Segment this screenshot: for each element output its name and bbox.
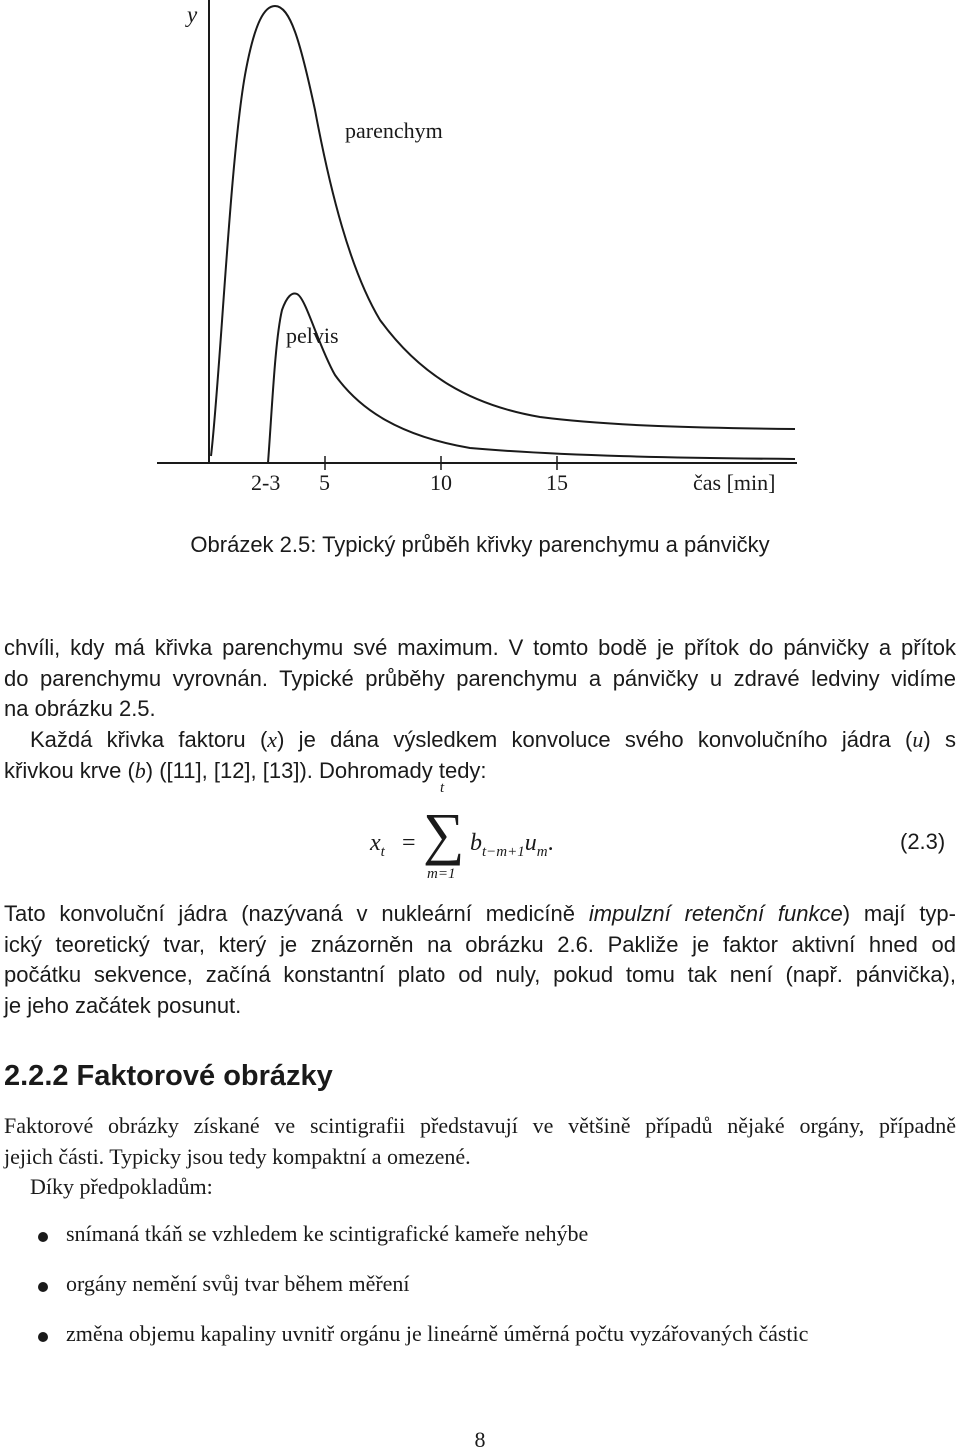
paragraph-line: je jeho začátek posunut. bbox=[4, 992, 242, 1018]
text-segment: ) je dána výsledkem konvoluce svého konvolučního jádra ( bbox=[277, 727, 913, 752]
page-number: 8 bbox=[474, 1427, 486, 1452]
list-item-text: orgány nemění svůj tvar během měření bbox=[66, 1271, 410, 1296]
paragraph-line: jejich části. Typicky jsou tedy kompaktní a omezené. bbox=[4, 1143, 471, 1169]
eq-term1-sub: t−m+1 bbox=[482, 843, 525, 860]
text-segment: ) mají typ- bbox=[842, 901, 956, 926]
text-segment: Tato konvoluční jádra (nazývaná v nukleární medicíně bbox=[4, 901, 589, 926]
eq-sum-upper: t bbox=[440, 780, 445, 796]
text-segment: křivkou krve ( bbox=[4, 757, 135, 783]
curve-plot bbox=[0, 0, 960, 510]
bullet-icon bbox=[38, 1232, 48, 1242]
math-var-b: b bbox=[134, 757, 146, 783]
bullet-icon bbox=[38, 1332, 48, 1342]
tick-label-2-3: 2-3 bbox=[251, 470, 281, 495]
text-segment: Každá křivka faktoru ( bbox=[30, 727, 268, 752]
paragraph-factor-images bbox=[4, 1111, 956, 1203]
eq-term2-var: u bbox=[524, 830, 537, 856]
paragraph-line: počátku sekvence, začíná konstantní plato od nuly, pokud tomu tak není (např. pánvička), bbox=[4, 962, 956, 987]
pelvis-label: pelvis bbox=[286, 323, 339, 348]
tick-label-5: 5 bbox=[319, 470, 330, 495]
eq-term1-var: b bbox=[470, 830, 482, 856]
eq-term bbox=[470, 830, 554, 861]
paragraph-line: na obrázku 2.5. bbox=[4, 696, 156, 721]
eq-equals: = bbox=[402, 830, 416, 856]
section-heading: 2.2.2 Faktorové obrázky bbox=[4, 1060, 333, 1092]
eq-sum-symbol: ∑ bbox=[423, 801, 465, 866]
list-item-text: snímaná tkáň se vzhledem ke scintigrafické kameře nehýbe bbox=[66, 1221, 589, 1246]
x-axis-label: čas [min] bbox=[693, 470, 776, 495]
figure-curves bbox=[0, 0, 960, 510]
eq-sum-lower: m=1 bbox=[427, 866, 456, 882]
paragraph-convolution bbox=[4, 725, 956, 786]
pelvis-curve bbox=[268, 294, 795, 463]
emphasis-text: impulzní retenční funkce bbox=[588, 901, 843, 926]
paragraph-line: chvíli, kdy má křivka parenchymu své maximum. V tomto bodě je přítok do pánvičky a přítok bbox=[4, 635, 956, 660]
text-segment: ) ([11], [12], [13]). Dohromady tedy: bbox=[145, 757, 487, 783]
eq-term2-sub: m bbox=[536, 843, 548, 860]
paragraph-line bbox=[4, 725, 956, 756]
math-var-u: u bbox=[912, 727, 924, 752]
paragraph-line: Faktorové obrázky získané ve scintigrafii představují ve většině případů nějaké orgány, případně bbox=[4, 1113, 956, 1138]
paragraph-line: Díky předpokladům: bbox=[30, 1174, 213, 1199]
parenchym-curve bbox=[211, 6, 795, 456]
eq-lhs bbox=[370, 830, 385, 861]
bullet-icon bbox=[38, 1282, 48, 1292]
parenchym-label: parenchym bbox=[345, 118, 443, 143]
tick-label-15: 15 bbox=[546, 470, 568, 495]
eq-lhs-sub: t bbox=[380, 843, 385, 860]
eq-period: . bbox=[547, 830, 554, 856]
equation-number: (2.3) bbox=[900, 829, 946, 854]
paragraph-line bbox=[4, 899, 956, 930]
paragraph-line: ický teoretický tvar, který je znázorněn na obrázku 2.6. Pakliže je faktor aktivní hned od bbox=[4, 931, 956, 957]
paragraph-line: do parenchymu vyrovnán. Typické průběhy parenchymu a pánvičky u zdravé ledviny vidíme bbox=[4, 665, 956, 691]
y-axis-label: y bbox=[187, 2, 198, 27]
paragraph-kernels bbox=[4, 899, 956, 1021]
paragraph-intro bbox=[4, 633, 956, 725]
math-var-x: x bbox=[267, 727, 278, 752]
eq-lhs-var: x bbox=[370, 830, 381, 856]
text-segment: ) s bbox=[923, 727, 956, 752]
paragraph-line bbox=[4, 756, 956, 787]
list-item-text: změna objemu kapaliny uvnitř orgánu je lineárně úměrná počtu vyzářovaných částic bbox=[66, 1321, 809, 1346]
figure-caption: Obrázek 2.5: Typický průběh křivky parenchymu a pánvičky bbox=[190, 532, 770, 557]
tick-label-10: 10 bbox=[430, 470, 452, 495]
